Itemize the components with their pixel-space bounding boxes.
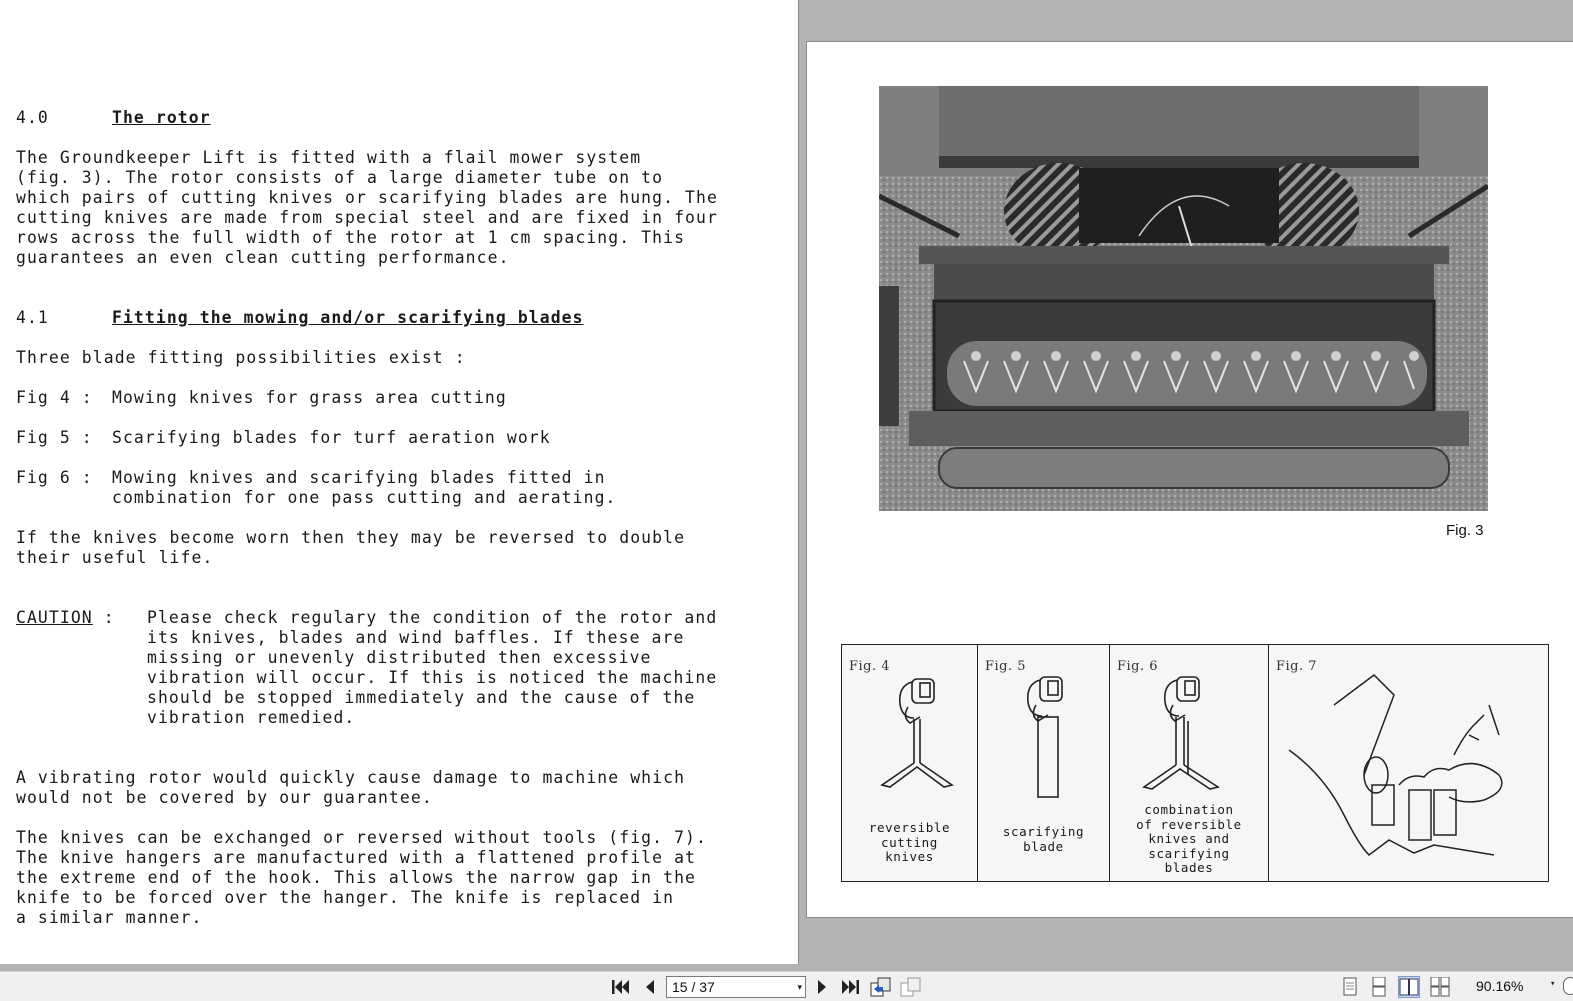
document-text xyxy=(16,108,796,928)
fig-entry-text: Mowing knives and scarifying blades fitted in combination for one pass cutting and aerating. xyxy=(112,468,617,507)
fig-label: Fig. 4 xyxy=(849,659,891,674)
section-4-0-heading xyxy=(16,108,796,128)
fig-entry-label: Fig 4 : xyxy=(16,388,93,407)
fig3-label: Fig. 3 xyxy=(1446,522,1484,539)
continuous-facing-icon[interactable] xyxy=(1429,976,1451,998)
previous-view-icon[interactable] xyxy=(870,976,892,998)
caution-block xyxy=(16,608,796,728)
fig-caption: scarifying blade xyxy=(1002,824,1085,854)
fig-entry-text: Mowing knives for grass area cutting xyxy=(112,388,507,407)
rotor-photo xyxy=(879,86,1488,511)
right-document-page xyxy=(806,41,1573,918)
fig4-cell xyxy=(842,645,978,881)
next-page-icon[interactable] xyxy=(812,976,834,998)
continuous-icon[interactable] xyxy=(1368,976,1390,998)
page-indicator: 15 / 37 xyxy=(672,979,715,995)
facing-icon[interactable] xyxy=(1398,976,1420,998)
fig5-cell xyxy=(978,645,1110,881)
caution-colon: : xyxy=(92,608,115,627)
previous-page-icon[interactable] xyxy=(638,976,660,998)
zoom-dropdown-icon[interactable]: ▾ xyxy=(1550,979,1556,989)
fig-label: Fig. 7 xyxy=(1276,659,1318,674)
zoom-level[interactable]: 90.16% xyxy=(1476,978,1524,994)
first-page-icon[interactable] xyxy=(609,976,631,998)
section-number: 4.0 xyxy=(16,108,49,127)
section-number: 4.1 xyxy=(16,308,49,327)
rotor-photo-illustration xyxy=(879,86,1488,511)
scarifying-blade-drawing xyxy=(1018,665,1088,805)
last-page-icon[interactable] xyxy=(840,976,862,998)
page-dropdown-icon[interactable]: ▾ xyxy=(797,982,802,992)
fig7-cell xyxy=(1269,645,1550,881)
fig-entry-text: Scarifying blades for turf aeration work xyxy=(112,428,551,447)
vibrating-paragraph: A vibrating rotor would quickly cause damage to machine which would not be covered by our guarantee. xyxy=(16,768,686,807)
section-title: The rotor xyxy=(112,108,211,127)
fig-entry xyxy=(16,468,796,508)
caution-word: CAUTION xyxy=(16,608,93,627)
left-document-page xyxy=(0,0,799,964)
exchange-paragraph: The knives can be exchanged or reversed without tools (fig. 7). The knive hangers are manufactured with a flattened profile at the extreme end of the hook. This allows the narrow gap in the knife to be forced over the hanger. The knife is replaced in a similar manner. xyxy=(16,828,707,927)
possibilities-intro: Three blade fitting possibilities exist : xyxy=(16,348,466,367)
viewer-background xyxy=(800,0,1573,41)
rotor-paragraph: The Groundkeeper Lift is fitted with a flail mower system (fig. 3). The rotor consists of a large diameter tube on to which pairs of cutting knives or scarifying blades are hung. The cutting knives are made from special steel and are fixed in four rows across the full width of the rotor at 1 cm spacing. This guarantees an even clean cutting performance. xyxy=(16,148,718,267)
caution-label xyxy=(16,608,147,728)
fig-entry-label: Fig 5 : xyxy=(16,428,93,447)
fig-entry xyxy=(16,428,796,448)
fig-entry xyxy=(16,388,796,408)
knife-figures-panel xyxy=(841,644,1549,882)
fig6-cell xyxy=(1110,645,1269,881)
combination-drawing xyxy=(1132,665,1232,800)
page-number-input[interactable] xyxy=(666,976,806,998)
fig-caption: reversible cutting knives xyxy=(868,820,951,864)
reversible-knife-drawing xyxy=(872,667,967,792)
fig-label: Fig. 6 xyxy=(1117,659,1159,674)
zoom-in-icon[interactable] xyxy=(1563,977,1573,995)
section-title: Fitting the mowing and/or scarifying blades xyxy=(112,308,584,327)
worn-paragraph: If the knives become worn then they may be reversed to double their useful life. xyxy=(16,528,686,567)
single-page-icon[interactable] xyxy=(1339,976,1361,998)
knife-exchange-drawing xyxy=(1284,665,1539,875)
section-4-1-heading xyxy=(16,308,796,328)
next-view-icon[interactable] xyxy=(900,976,922,998)
fig-entry-label: Fig 6 : xyxy=(16,468,93,487)
fig-label: Fig. 5 xyxy=(985,659,1027,674)
viewer-toolbar xyxy=(0,971,1573,1001)
caution-text: Please check regulary the condition of the rotor and its knives, blades and wind baffles. If these are missing or unevenly distributed then excessive vibration will occur. If this is noticed the machine should be stopped immediately and the cause of the vibration remedied. xyxy=(147,608,718,727)
fig-caption: combination of reversible knives and scarifying blades xyxy=(1136,802,1242,875)
